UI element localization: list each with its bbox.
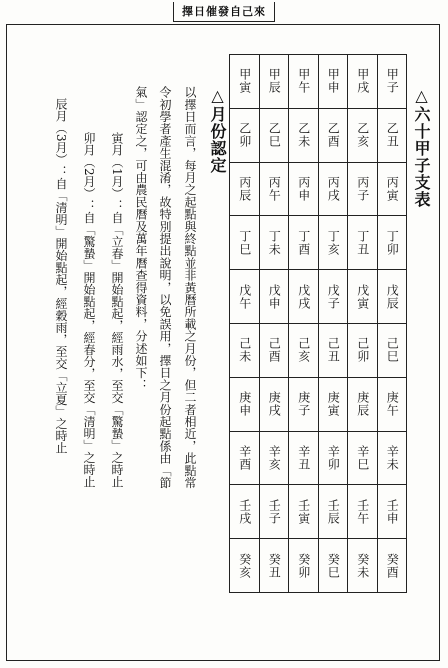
ganzhi-cell: 辛未 xyxy=(378,432,408,486)
ganzhi-cell: 庚午 xyxy=(378,378,408,432)
header-title: 擇日催發自己來 xyxy=(173,2,275,22)
ganzhi-table-title: △六十甲子支表 xyxy=(412,86,431,208)
ganzhi-cell: 癸卯 xyxy=(289,539,319,593)
ganzhi-cell: 壬辰 xyxy=(319,485,349,539)
month-entry-yin xyxy=(109,132,125,488)
ganzhi-cell: 甲戌 xyxy=(348,55,378,109)
ganzhi-cell: 戊寅 xyxy=(348,270,378,324)
ganzhi-cell: 癸丑 xyxy=(260,539,290,593)
paragraph-line-3: 氣」認定之，可由農民曆及萬年曆查得資料，分述如下： xyxy=(134,86,148,391)
ganzhi-cell: 癸亥 xyxy=(230,539,260,593)
month-label: 卯月（2月） xyxy=(82,132,96,200)
ganzhi-cell: 己亥 xyxy=(289,324,319,378)
ganzhi-cell: 丁亥 xyxy=(319,216,349,270)
ganzhi-cell: 乙卯 xyxy=(230,109,260,163)
ganzhi-cell: 戊申 xyxy=(260,270,290,324)
ganzhi-cell: 庚戌 xyxy=(260,378,290,432)
ganzhi-cell: 己丑 xyxy=(319,324,349,378)
ganzhi-cell: 壬申 xyxy=(378,485,408,539)
ganzhi-cell: 乙巳 xyxy=(260,109,290,163)
ganzhi-cell: 庚申 xyxy=(230,378,260,432)
ganzhi-cell: 丙午 xyxy=(260,163,290,217)
ganzhi-cell: 庚辰 xyxy=(348,378,378,432)
page-header xyxy=(0,0,448,24)
ganzhi-cell: 丙子 xyxy=(348,163,378,217)
ganzhi-cell: 戊戌 xyxy=(289,270,319,324)
ganzhi-cell: 丁未 xyxy=(260,216,290,270)
ganzhi-cell: 辛酉 xyxy=(230,432,260,486)
ganzhi-cell: 癸巳 xyxy=(319,539,349,593)
ganzhi-cell: 庚子 xyxy=(289,378,319,432)
month-section-title: △月份認定 xyxy=(208,86,227,174)
ganzhi-cell: 甲辰 xyxy=(260,55,290,109)
ganzhi-cell: 壬午 xyxy=(348,485,378,539)
ganzhi-cell: 丁酉 xyxy=(289,216,319,270)
month-description: ：自「立春」開始點起，經雨水，至交「驚蟄」之時止 xyxy=(110,199,124,488)
ganzhi-cell: 丁丑 xyxy=(348,216,378,270)
ganzhi-cell: 丙辰 xyxy=(230,163,260,217)
ganzhi-cell: 甲午 xyxy=(289,55,319,109)
ganzhi-cell: 己酉 xyxy=(260,324,290,378)
ganzhi-cell: 丙申 xyxy=(289,163,319,217)
ganzhi-cell: 壬寅 xyxy=(289,485,319,539)
ganzhi-cell: 丙寅 xyxy=(378,163,408,217)
month-label: 寅月（1月） xyxy=(110,132,124,200)
ganzhi-cell: 壬戌 xyxy=(230,485,260,539)
month-description: ：自「清明」開始點起，經穀雨，至交「立夏」之時止 xyxy=(54,165,68,454)
ganzhi-cell: 戊子 xyxy=(319,270,349,324)
ganzhi-cell: 甲子 xyxy=(378,55,408,109)
ganzhi-cell: 戊午 xyxy=(230,270,260,324)
ganzhi-cell: 甲申 xyxy=(319,55,349,109)
ganzhi-cell: 癸酉 xyxy=(378,539,408,593)
ganzhi-cell: 乙未 xyxy=(289,109,319,163)
ganzhi-cell: 丁卯 xyxy=(378,216,408,270)
ganzhi-cell: 戊辰 xyxy=(378,270,408,324)
month-entry-chen xyxy=(53,98,69,454)
paragraph-line-2: 令初學者產生混淆，故特別提出說明，以免誤用，擇日之月份起點係由「節 xyxy=(158,86,172,489)
ganzhi-cell: 辛亥 xyxy=(260,432,290,486)
ganzhi-cell: 辛巳 xyxy=(348,432,378,486)
ganzhi-cell: 庚寅 xyxy=(319,378,349,432)
ganzhi-cell: 辛卯 xyxy=(319,432,349,486)
ganzhi-cell: 丁巳 xyxy=(230,216,260,270)
ganzhi-cell: 壬子 xyxy=(260,485,290,539)
ganzhi-table xyxy=(229,54,407,593)
month-label: 辰月（3月） xyxy=(54,98,68,166)
ganzhi-cell: 辛丑 xyxy=(289,432,319,486)
ganzhi-cell: 乙酉 xyxy=(319,109,349,163)
paragraph-line-1: 以擇日而言，每月之起點與終點並非黃曆所載之月份，但二者相近，此點常 xyxy=(183,86,197,489)
ganzhi-cell: 己卯 xyxy=(348,324,378,378)
month-entry-mao xyxy=(81,132,97,488)
ganzhi-cell: 乙亥 xyxy=(348,109,378,163)
month-description: ：自「驚蟄」開始點起，經春分，至交「清明」之時止 xyxy=(82,199,96,488)
ganzhi-cell: 丙戌 xyxy=(319,163,349,217)
ganzhi-cell: 乙丑 xyxy=(378,109,408,163)
ganzhi-cell: 己巳 xyxy=(378,324,408,378)
ganzhi-cell: 甲寅 xyxy=(230,55,260,109)
ganzhi-cell: 己未 xyxy=(230,324,260,378)
ganzhi-cell: 癸未 xyxy=(348,539,378,593)
